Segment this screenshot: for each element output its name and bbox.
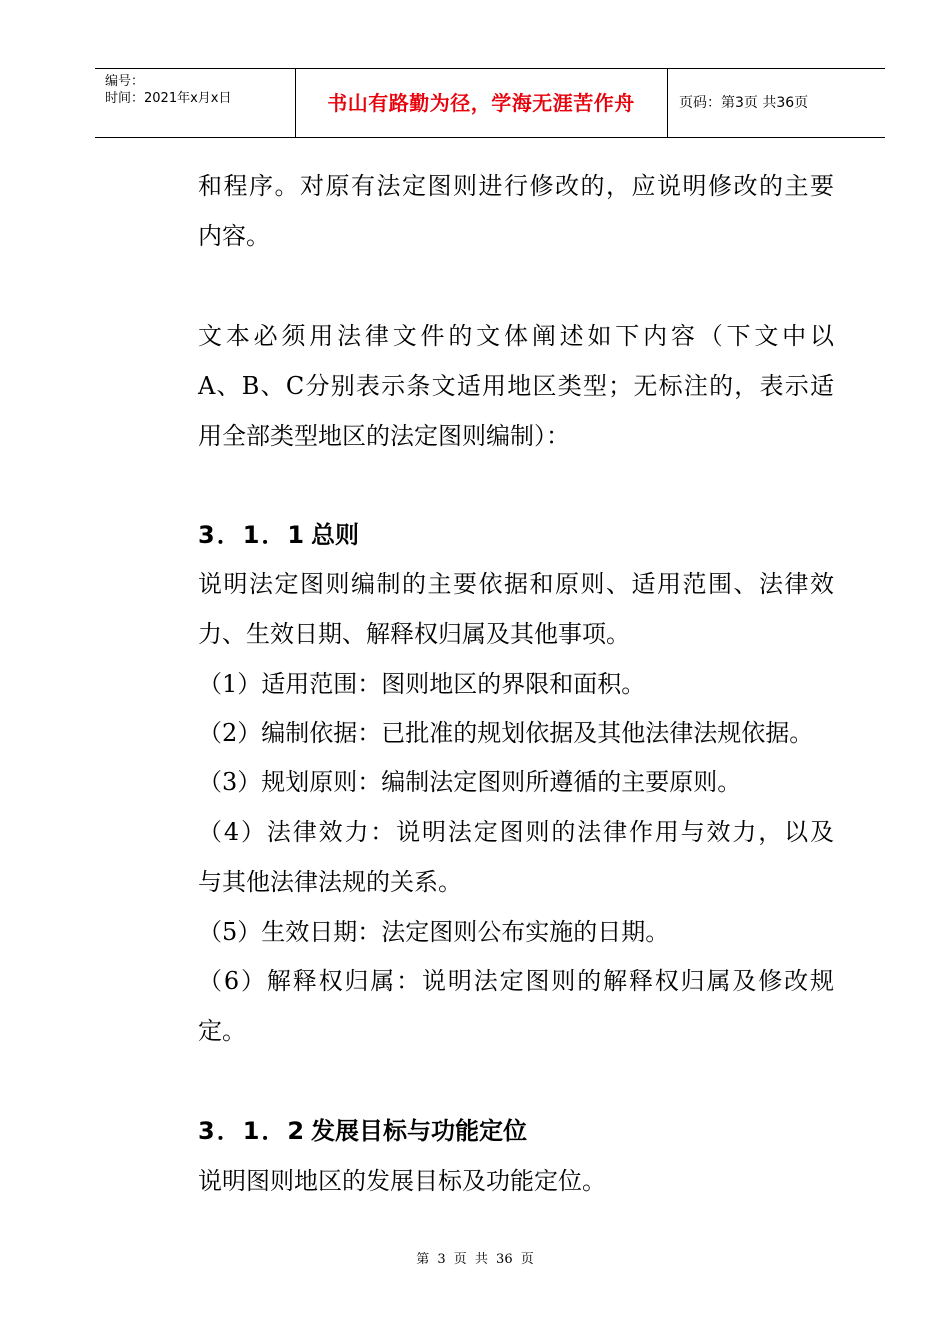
section-number: 3．1．1	[198, 521, 307, 549]
list-item: （2）编制依据：已批准的规划依据及其他法律法规依据。	[198, 719, 814, 747]
page-footer: 第 3 页 共 36 页	[416, 1252, 534, 1267]
list-item: （6）解释权归属：说明法定图则的解释权归属及修改规	[198, 967, 834, 995]
paragraph-line: 内容。	[198, 222, 270, 250]
paragraph-line: 力、生效日期、解释权归属及其他事项。	[198, 620, 630, 648]
header-divider	[667, 69, 668, 137]
paragraph-line: 和程序。对原有法定图则进行修改的，应说明修改的主要	[198, 172, 834, 200]
paragraph-line: 用全部类型地区的法定图则编制）：	[198, 422, 570, 450]
section-heading	[198, 1117, 527, 1145]
section-heading	[198, 521, 359, 549]
header-motto: 书山有路勤为径，学海无涯苦作舟	[327, 91, 635, 115]
list-item: 定。	[198, 1017, 246, 1045]
document-header	[95, 68, 885, 138]
section-title: 总则	[311, 521, 359, 549]
header-time: 时间：2021年x月x日	[105, 91, 232, 106]
paragraph-line: 文本必须用法律文件的文体阐述如下内容（下文中以	[198, 322, 834, 350]
paragraph-line: A、B、C分别表示条文适用地区类型；无标注的，表示适	[198, 372, 834, 400]
header-page-info: 页码：第3页 共36页	[679, 95, 809, 111]
section-number: 3．1．2	[198, 1117, 307, 1145]
section-title: 发展目标与功能定位	[311, 1117, 527, 1145]
paragraph-line: 说明图则地区的发展目标及功能定位。	[198, 1167, 606, 1195]
header-number: 编号：	[105, 74, 145, 89]
list-item: 与其他法律法规的关系。	[198, 868, 462, 896]
list-item: （3）规划原则：编制法定图则所遵循的主要原则。	[198, 768, 742, 796]
header-meta	[105, 73, 231, 107]
list-item: （4）法律效力：说明法定图则的法律作用与效力，以及	[198, 818, 834, 846]
paragraph-line: 说明法定图则编制的主要依据和原则、适用范围、法律效	[198, 570, 834, 598]
list-item: （1）适用范围：图则地区的界限和面积。	[198, 670, 646, 698]
list-item: （5）生效日期：法定图则公布实施的日期。	[198, 918, 670, 946]
